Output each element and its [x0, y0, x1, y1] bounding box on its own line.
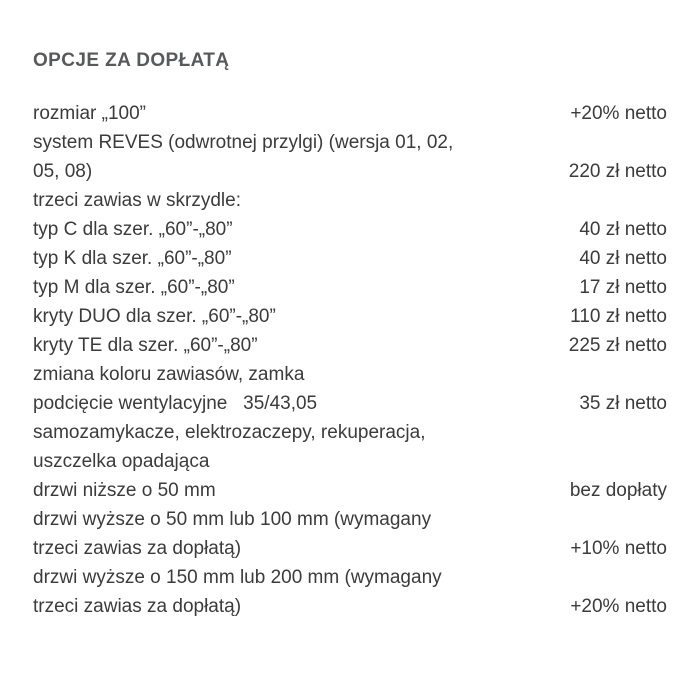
- price-list-row: [33, 244, 667, 273]
- price-list-row: [33, 128, 667, 157]
- option-label: uszczelka opadająca: [33, 451, 210, 472]
- option-label: podcięcie wentylacyjne 35/43,05: [33, 393, 318, 414]
- option-price: 110 zł netto: [570, 306, 667, 327]
- price-list-row: [33, 186, 667, 215]
- option-label: drzwi wyższe o 150 mm lub 200 mm (wymagany: [33, 567, 442, 588]
- option-price: 17 zł netto: [579, 277, 667, 298]
- price-list-row: [33, 360, 667, 389]
- price-list-row: [33, 331, 667, 360]
- option-label: trzeci zawias za dopłatą): [33, 596, 242, 617]
- price-list-row: [33, 99, 667, 128]
- option-price: 35 zł netto: [579, 393, 667, 414]
- option-label: zmiana koloru zawiasów, zamka: [33, 364, 305, 385]
- price-list-row: [33, 563, 667, 592]
- option-label: rozmiar „100”: [33, 103, 146, 124]
- price-list-row: [33, 389, 667, 418]
- option-price: 225 zł netto: [568, 335, 667, 356]
- option-label: system REVES (odwrotnej przylgi) (wersja 01, 02,: [33, 132, 454, 153]
- option-label: typ M dla szer. „60”-„80”: [33, 277, 235, 298]
- price-list-row: [33, 418, 667, 447]
- price-list-row: [33, 302, 667, 331]
- option-label: kryty TE dla szer. „60”-„80”: [33, 335, 258, 356]
- price-list-row: [33, 476, 667, 505]
- price-list-row: [33, 592, 667, 621]
- option-label: typ K dla szer. „60”-„80”: [33, 248, 232, 269]
- price-list-row: [33, 447, 667, 476]
- option-label: typ C dla szer. „60”-„80”: [33, 219, 233, 240]
- option-label: samozamykacze, elektrozaczepy, rekuperacja,: [33, 422, 426, 443]
- price-list-row: [33, 534, 667, 563]
- price-list-row: [33, 505, 667, 534]
- option-price: bez dopłaty: [569, 480, 667, 501]
- option-label: trzeci zawias w skrzydle:: [33, 190, 241, 211]
- option-label: kryty DUO dla szer. „60”-„80”: [33, 306, 276, 327]
- option-label: drzwi wyższe o 50 mm lub 100 mm (wymagany: [33, 509, 432, 530]
- option-label: 05, 08): [33, 161, 93, 182]
- option-label: trzeci zawias za dopłatą): [33, 538, 242, 559]
- price-list-row: [33, 157, 667, 186]
- option-price: +20% netto: [570, 596, 667, 617]
- price-list-row: [33, 215, 667, 244]
- price-list-row: [33, 273, 667, 302]
- page-title: OPCJE ZA DOPŁATĄ: [33, 50, 230, 71]
- option-price: 220 zł netto: [568, 161, 667, 182]
- option-label: drzwi niższe o 50 mm: [33, 480, 216, 501]
- option-price: 40 zł netto: [579, 219, 667, 240]
- price-list: [33, 99, 667, 621]
- option-price: +10% netto: [570, 538, 667, 559]
- option-price: 40 zł netto: [579, 248, 667, 269]
- option-price: +20% netto: [570, 103, 667, 124]
